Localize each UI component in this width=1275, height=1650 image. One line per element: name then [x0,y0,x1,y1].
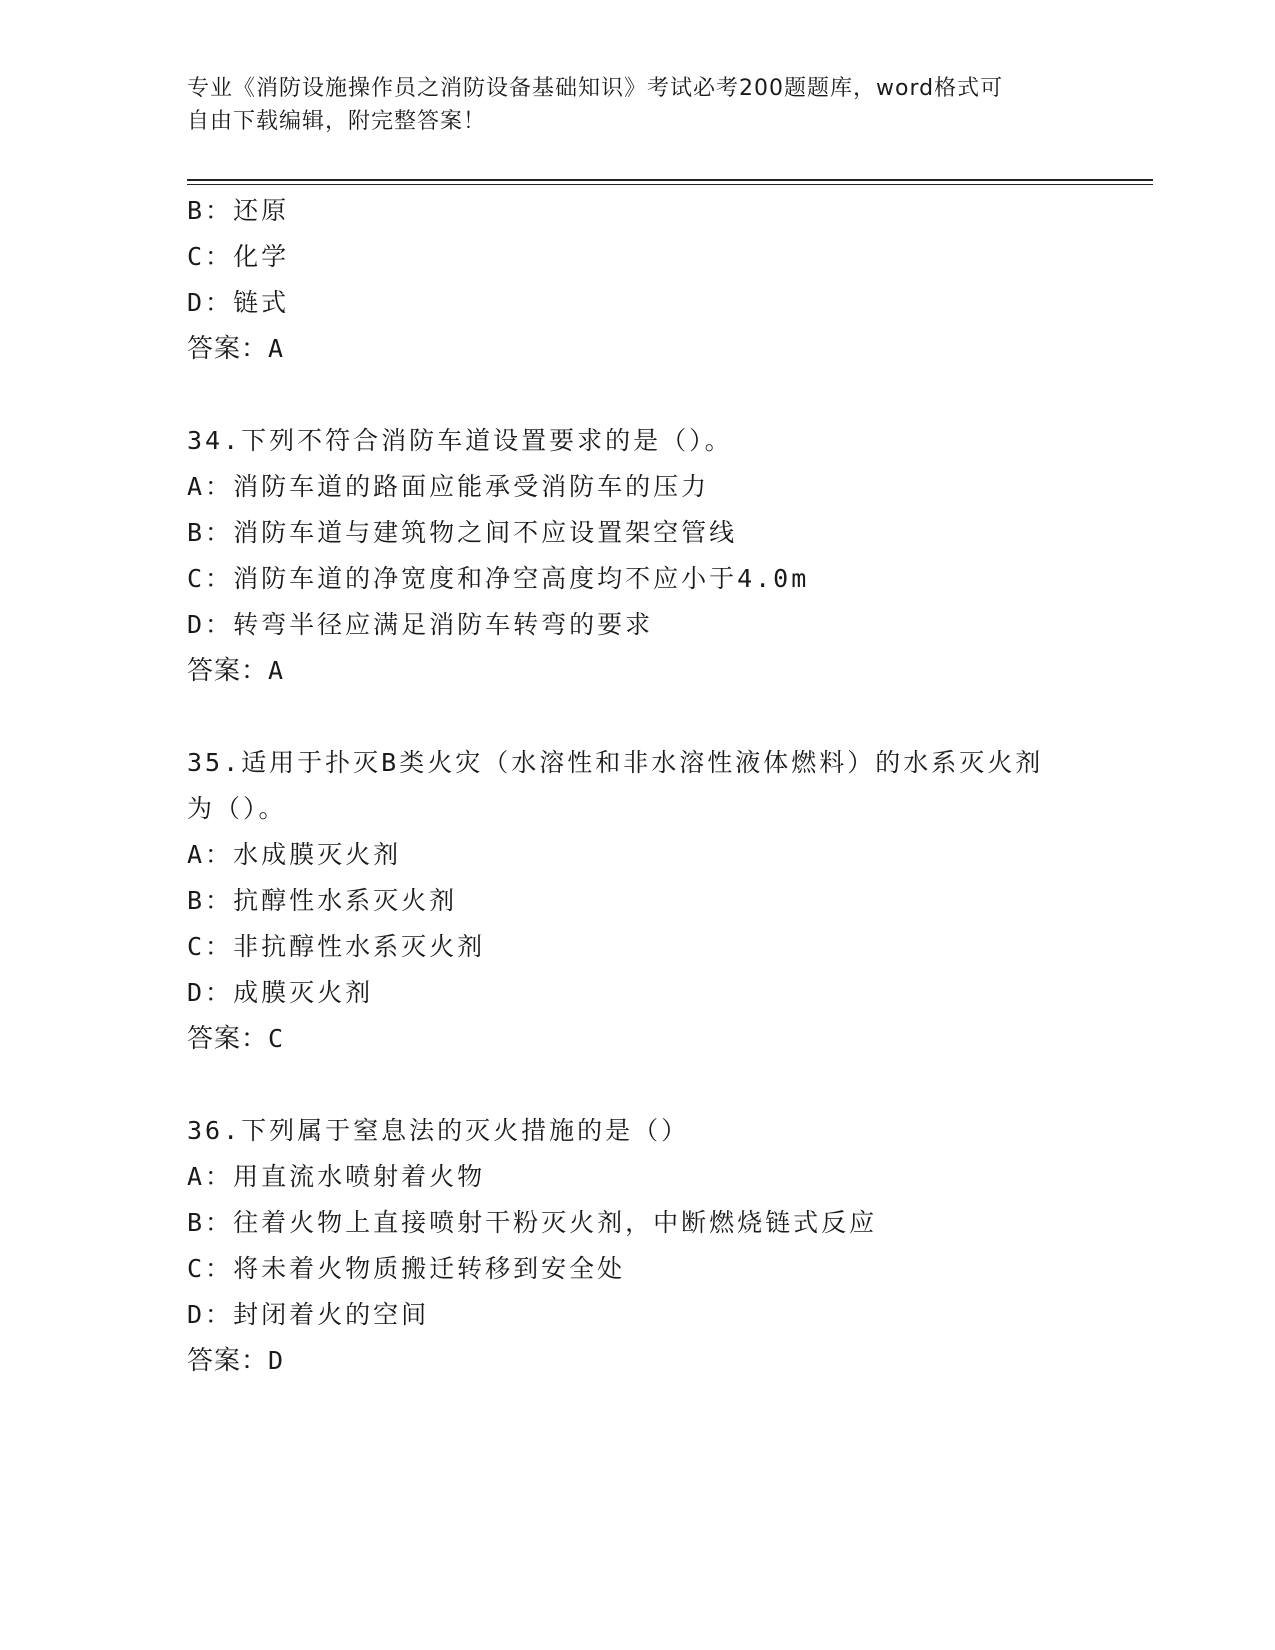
option-c: C：非抗醇性水系灭火剂 [187,932,486,961]
document-header [187,72,1087,138]
option-d: D：成膜灭火剂 [187,978,374,1007]
prev-question-block [187,188,1087,372]
option-b: B：还原 [187,196,290,225]
header-divider-thin [187,184,1153,185]
answer-line: 答案：A [187,334,285,364]
question-35 [187,740,1087,1062]
question-list [187,188,1087,1384]
option-c: C：将未着火物质搬迁转移到安全处 [187,1254,626,1283]
option-a: A：消防车道的路面应能承受消防车的压力 [187,472,710,501]
answer-line: 答案：C [187,1024,285,1054]
option-c: C：消防车道的净宽度和净空高度均不应小于4.0m [187,564,810,593]
answer-line: 答案：D [187,1346,285,1376]
header-line-2: 自由下载编辑，附完整答案！ [187,109,487,134]
header-divider-thick [187,179,1153,181]
option-b: B：往着火物上直接喷射干粉灭火剂，中断燃烧链式反应 [187,1208,878,1237]
option-c: C：化学 [187,242,290,271]
option-a: A：用直流水喷射着火物 [187,1162,486,1191]
question-stem-continued: 为（）。 [187,794,287,823]
option-b: B：抗醇性水系灭火剂 [187,886,458,915]
option-d: D：封闭着火的空间 [187,1300,430,1329]
answer-line: 答案：A [187,656,285,686]
question-34 [187,418,1087,694]
option-d: D：链式 [187,288,290,317]
header-line-1: 专业《消防设施操作员之消防设备基础知识》考试必考200题题库，word格式可 [187,76,1004,101]
question-stem: 35.适用于扑灭B类火灾（水溶性和非水溶性液体燃料）的水系灭火剂 [187,748,1044,777]
question-stem: 34.下列不符合消防车道设置要求的是（）。 [187,426,733,455]
option-a: A：水成膜灭火剂 [187,840,402,869]
option-b: B：消防车道与建筑物之间不应设置架空管线 [187,518,738,547]
option-d: D：转弯半径应满足消防车转弯的要求 [187,610,654,639]
question-36 [187,1108,1087,1384]
question-stem: 36.下列属于窒息法的灭火措施的是（） [187,1116,690,1145]
